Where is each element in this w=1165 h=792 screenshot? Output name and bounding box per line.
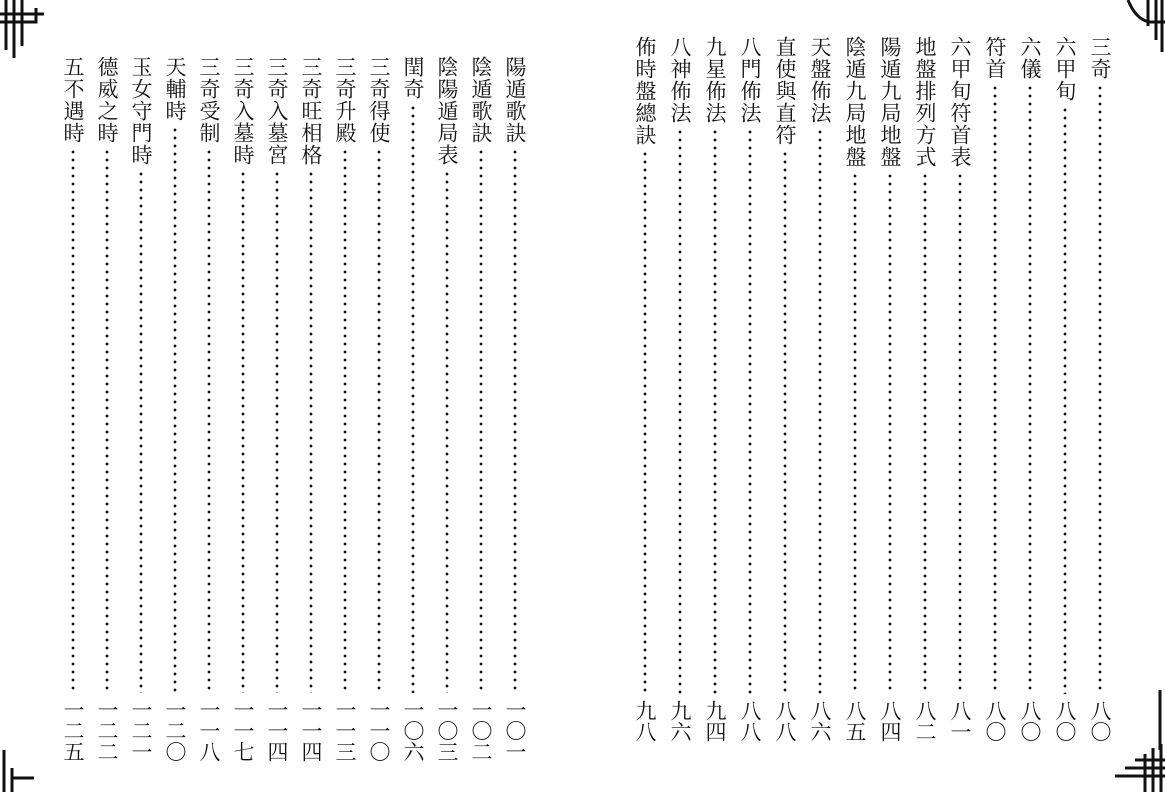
leader-dots	[818, 128, 822, 694]
toc-entry-page: 九四	[703, 700, 727, 742]
toc-entry[interactable]	[398, 56, 428, 762]
leader-dots	[958, 172, 962, 694]
toc-entry-page: 九六	[668, 700, 692, 742]
toc-entry-page: 一一七	[231, 699, 255, 762]
leader-dots	[173, 126, 177, 693]
toc-entry-page: 八二	[913, 700, 937, 742]
toc-entry-page: 一〇二	[469, 699, 493, 762]
toc-entry[interactable]	[58, 56, 88, 762]
toc-entry-page: 一一四	[265, 699, 289, 762]
toc-entry[interactable]	[432, 56, 462, 762]
toc-entry[interactable]	[228, 56, 258, 762]
toc-entry-title: 三奇入墓時	[231, 56, 255, 166]
toc-entry-title: 三奇受制	[197, 56, 221, 144]
leader-dots	[1098, 84, 1102, 694]
toc-entry-title: 天輔時	[163, 56, 187, 122]
leader-dots	[71, 148, 75, 693]
toc-entry-title: 三奇	[1088, 36, 1112, 80]
toc-entry-title: 六甲旬符首表	[948, 36, 972, 168]
toc-entry[interactable]	[735, 36, 765, 742]
toc-entry-page: 一〇一	[503, 699, 527, 762]
toc-entry[interactable]	[805, 36, 835, 742]
page-edge-right	[1154, 690, 1165, 750]
toc-entry[interactable]	[665, 36, 695, 742]
toc-entry[interactable]	[364, 56, 394, 762]
corner-ornament-bottom-left	[0, 750, 40, 792]
toc-entry[interactable]	[296, 56, 326, 762]
leader-dots	[643, 150, 647, 694]
toc-entry-title: 三奇旺相格	[299, 56, 323, 166]
toc-entry-title: 八門佈法	[738, 36, 762, 124]
toc-entry-page: 一二一	[129, 699, 153, 762]
leader-dots	[275, 170, 279, 693]
toc-entry[interactable]	[875, 36, 905, 742]
toc-entry-page: 八六	[808, 700, 832, 742]
toc-entry[interactable]	[126, 56, 156, 762]
toc-entry-page: 八八	[773, 700, 797, 742]
toc-entry[interactable]	[630, 36, 660, 742]
toc-entry-page: 一〇三	[435, 699, 459, 762]
leader-dots	[343, 148, 347, 693]
toc-entry-page: 一一八	[197, 699, 221, 762]
leader-dots	[207, 148, 211, 693]
leader-dots	[783, 150, 787, 694]
toc-entry[interactable]	[1050, 36, 1080, 742]
toc-entry[interactable]	[160, 56, 190, 762]
toc-entry-page: 一二〇	[163, 699, 187, 762]
toc-entry-title: 符首	[983, 36, 1007, 80]
toc-entry[interactable]	[700, 36, 730, 742]
leader-dots	[105, 148, 109, 693]
leader-dots	[479, 148, 483, 693]
toc-entry-title: 八神佈法	[668, 36, 692, 124]
toc-entry-title: 陰遁九局地盤	[843, 36, 867, 168]
toc-entry-page: 八四	[878, 700, 902, 742]
toc-entry-page: 八一	[948, 700, 972, 742]
toc-entry-title: 閏奇	[401, 56, 425, 100]
toc-entry-title: 三奇升殿	[333, 56, 357, 144]
toc-entry-title: 六儀	[1018, 36, 1042, 80]
toc-entry-page: 一二二	[95, 699, 119, 762]
leader-dots	[888, 172, 892, 694]
toc-entry-title: 直使與直符	[773, 36, 797, 146]
toc-entry-page: 八〇	[1018, 700, 1042, 742]
leader-dots	[309, 170, 313, 693]
toc-entry-title: 九星佈法	[703, 36, 727, 124]
toc-entry-page: 八八	[738, 700, 762, 742]
leader-dots	[445, 170, 449, 693]
toc-entry-page: 一〇六	[401, 699, 425, 762]
corner-ornament-top-left	[0, 0, 50, 60]
toc-entry[interactable]	[945, 36, 975, 742]
toc-entry-title: 德威之時	[95, 56, 119, 144]
toc-entry-title: 佈時盤總訣	[633, 36, 657, 146]
leader-dots	[853, 172, 857, 694]
toc-entry-title: 三奇入墓宮	[265, 56, 289, 166]
toc-entry[interactable]	[1015, 36, 1045, 742]
toc-entry-title: 陽遁歌訣	[503, 56, 527, 144]
toc-entry-title: 六甲旬	[1053, 36, 1077, 102]
toc-entry-page: 一一三	[333, 699, 357, 762]
toc-entry[interactable]	[262, 56, 292, 762]
leader-dots	[411, 104, 415, 693]
toc-entry[interactable]	[466, 56, 496, 762]
leader-dots	[678, 128, 682, 694]
toc-entry-page: 一一四	[299, 699, 323, 762]
toc-entry-title: 地盤排列方式	[913, 36, 937, 168]
toc-entry-title: 天盤佈法	[808, 36, 832, 124]
toc-entry-page: 一一〇	[367, 699, 391, 762]
toc-entry[interactable]	[910, 36, 940, 742]
leader-dots	[993, 84, 997, 694]
toc-entry-page: 八〇	[983, 700, 1007, 742]
toc-entry-title: 陰陽遁局表	[435, 56, 459, 166]
toc-entry-title: 五不遇時	[61, 56, 85, 144]
toc-entry-title: 陽遁九局地盤	[878, 36, 902, 168]
leader-dots	[241, 170, 245, 693]
toc-entry[interactable]	[194, 56, 224, 762]
toc-entry[interactable]	[980, 36, 1010, 742]
toc-entry-title: 玉女守門時	[129, 56, 153, 166]
corner-ornament-top-right	[1120, 0, 1165, 55]
toc-entry-page: 八五	[843, 700, 867, 742]
leader-dots	[748, 128, 752, 694]
leader-dots	[139, 170, 143, 693]
toc-entry[interactable]	[330, 56, 360, 762]
toc-entry-title: 三奇得使	[367, 56, 391, 144]
toc-entry-title: 陰遁歌訣	[469, 56, 493, 144]
toc-entry[interactable]	[770, 36, 800, 742]
leader-dots	[377, 148, 381, 693]
leader-dots	[1063, 106, 1067, 694]
toc-entry-page: 九八	[633, 700, 657, 742]
toc-entry[interactable]	[840, 36, 870, 742]
leader-dots	[513, 148, 517, 693]
toc-entry-page: 一二五	[61, 699, 85, 762]
toc-entry-page: 八〇	[1053, 700, 1077, 742]
toc-entry[interactable]	[500, 56, 530, 762]
leader-dots	[1028, 84, 1032, 694]
leader-dots	[713, 128, 717, 694]
toc-entry-page: 八〇	[1088, 700, 1112, 742]
leader-dots	[923, 172, 927, 694]
toc-entry[interactable]	[92, 56, 122, 762]
toc-entry[interactable]	[1085, 36, 1115, 742]
